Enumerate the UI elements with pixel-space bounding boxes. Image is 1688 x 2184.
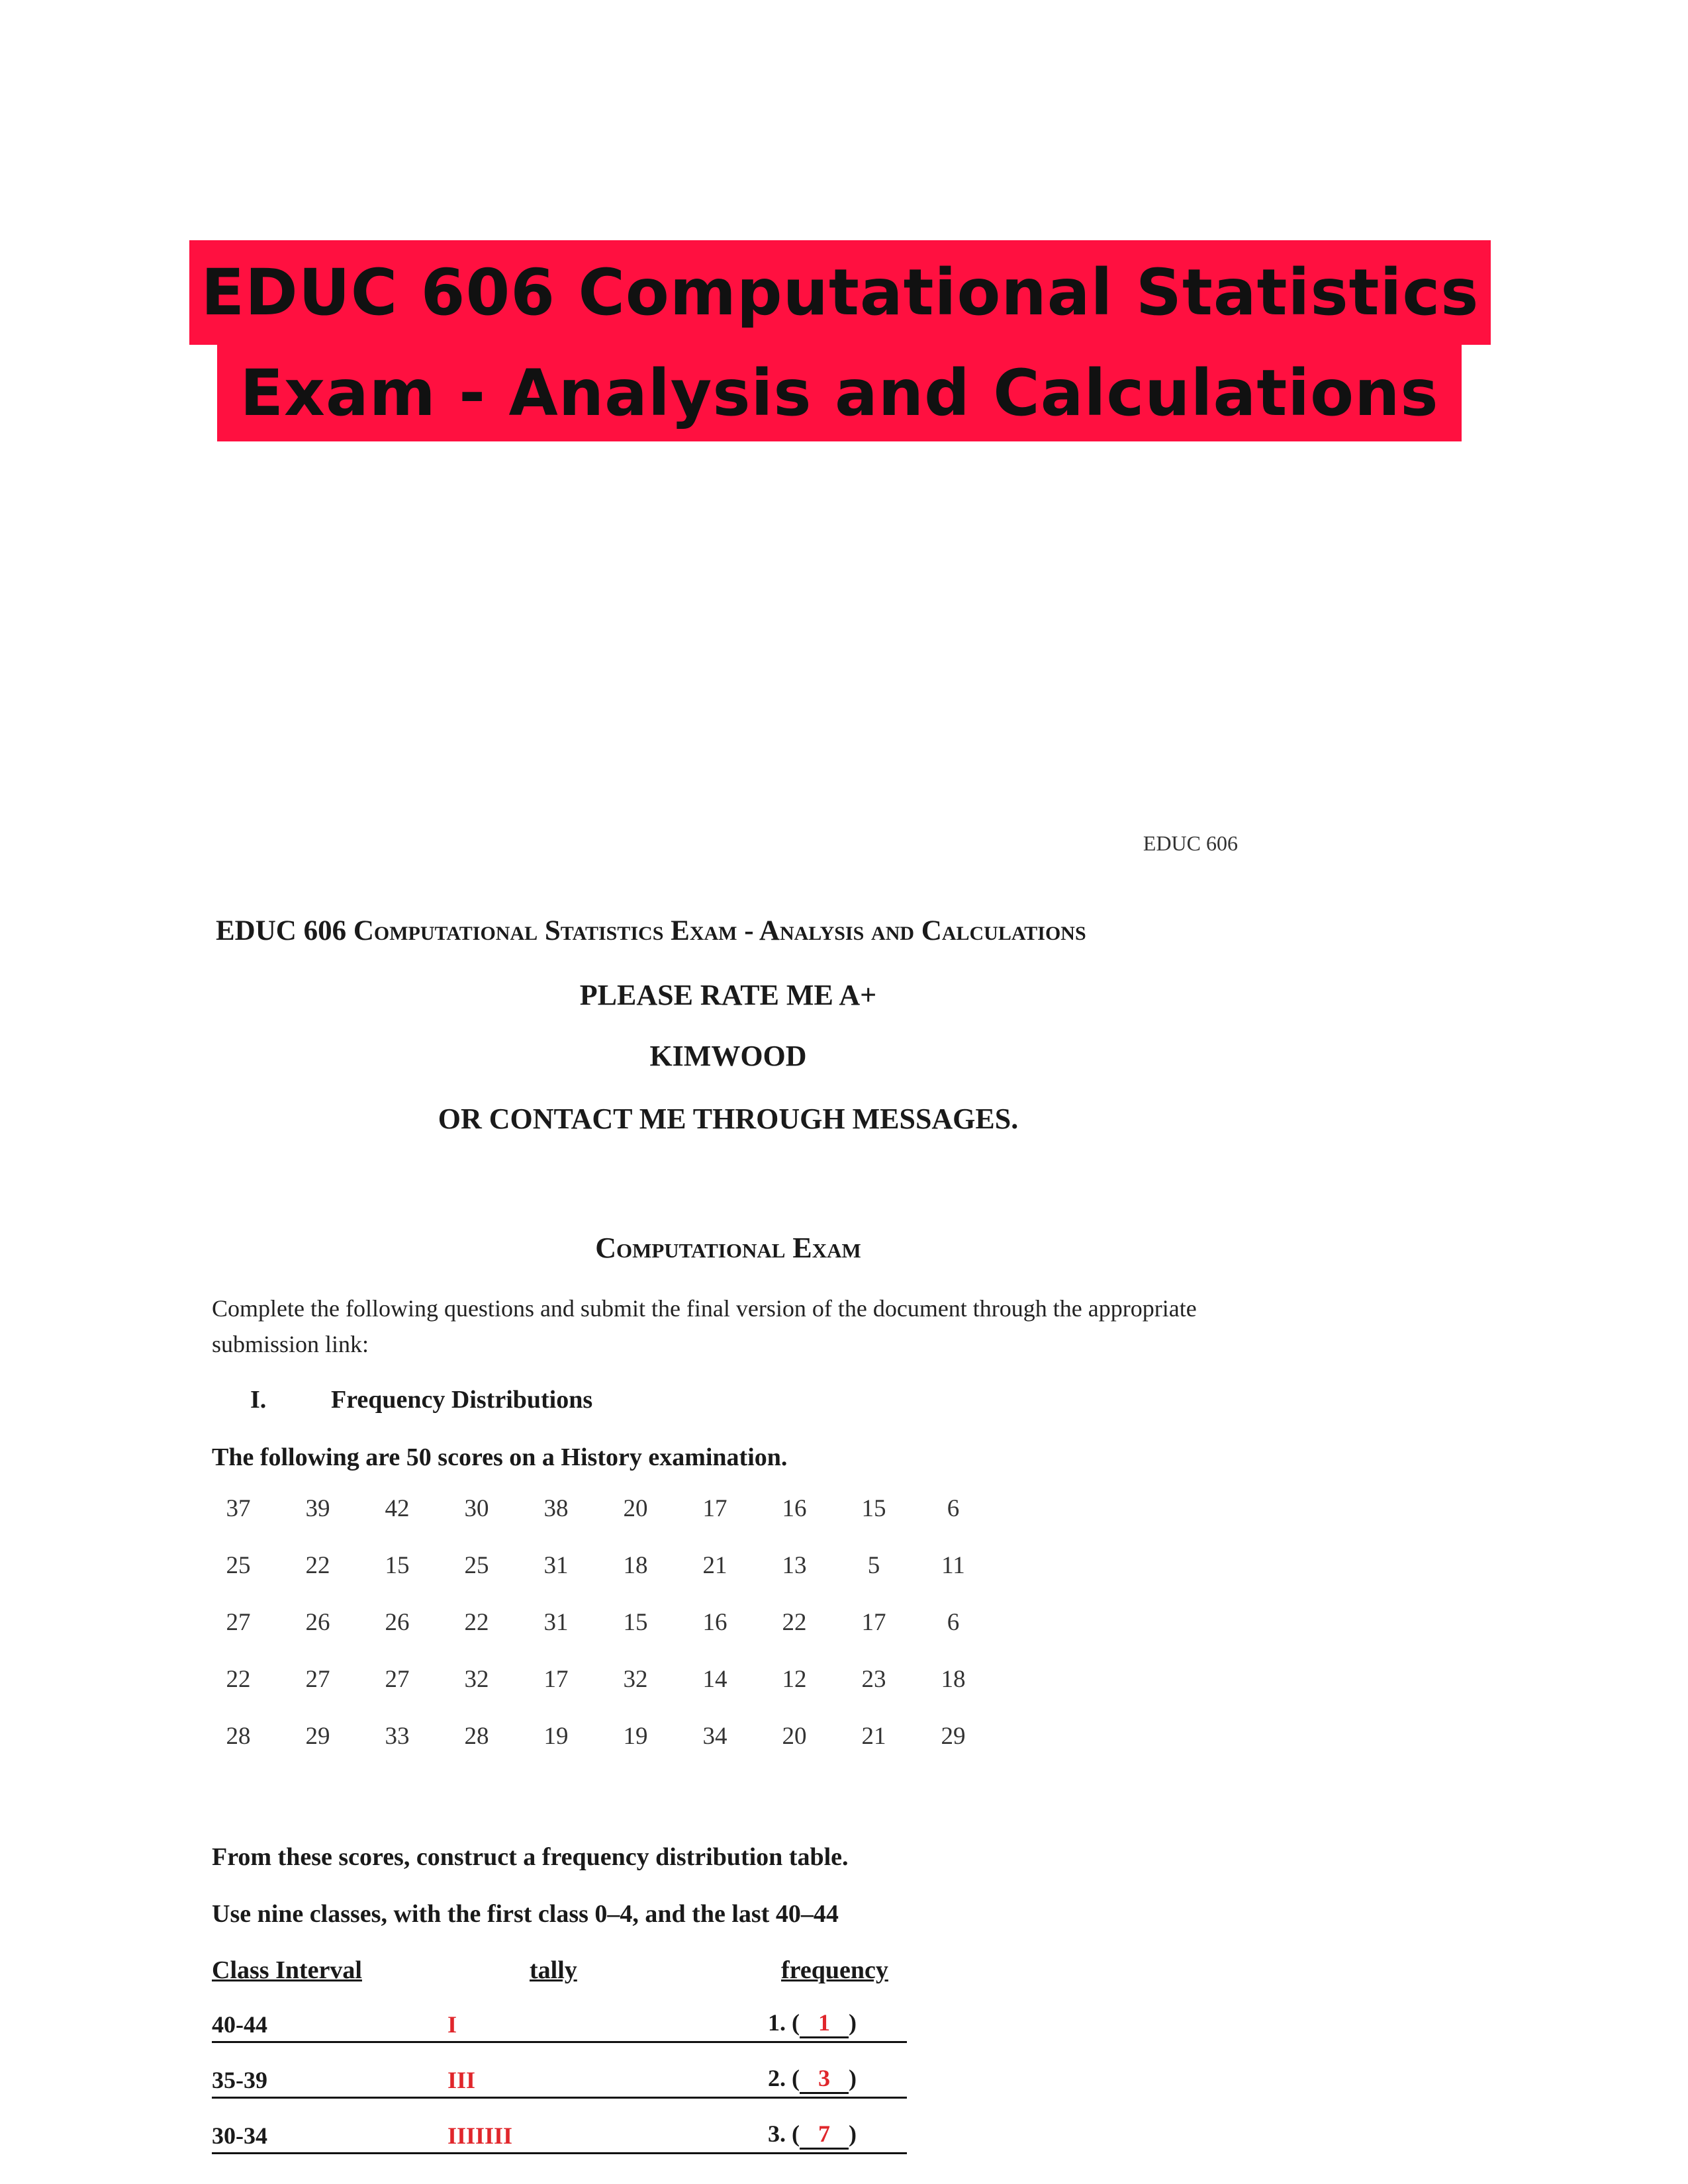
score-row <box>199 1608 993 1665</box>
score-cell: 28 <box>226 1723 251 1750</box>
score-cell: 13 <box>782 1552 807 1579</box>
score-row <box>199 1722 993 1779</box>
frequency-value: 7 <box>800 2120 849 2150</box>
frequency-answer <box>768 2009 857 2038</box>
header-frequency: frequency <box>781 1956 888 1984</box>
tally-marks: IIIIIII <box>447 2122 513 2149</box>
instructions-paragraph: Complete the following questions and submit the final version of the document through the appropriate submission link: <box>212 1295 1197 1357</box>
course-code-header: EDUC 606 <box>1143 831 1238 855</box>
frequency-value: 3 <box>800 2064 849 2094</box>
score-cell: 19 <box>623 1723 648 1750</box>
score-cell: 25 <box>226 1552 251 1579</box>
score-cell: 21 <box>702 1552 727 1579</box>
score-cell: 16 <box>702 1609 727 1636</box>
score-cell: 16 <box>782 1495 807 1522</box>
header-tally: tally <box>530 1956 577 1984</box>
score-cell: 28 <box>464 1723 489 1750</box>
score-cell: 27 <box>385 1666 410 1693</box>
score-cell: 14 <box>702 1666 727 1693</box>
class-interval: 30-34 <box>212 2122 267 2149</box>
score-cell: 19 <box>543 1723 569 1750</box>
score-cell: 34 <box>702 1723 727 1750</box>
score-cell: 32 <box>623 1666 648 1693</box>
score-cell: 18 <box>941 1666 966 1693</box>
score-grid <box>199 1494 993 1779</box>
score-cell: 26 <box>305 1609 330 1636</box>
score-cell: 31 <box>543 1552 569 1579</box>
answer-suffix: ) <box>849 2009 857 2036</box>
score-cell: 6 <box>947 1609 960 1636</box>
score-cell: 38 <box>543 1495 569 1522</box>
score-cell: 22 <box>226 1666 251 1693</box>
classes-instruction: Use nine classes, with the first class 0–4, and the last 40–44 <box>212 1900 839 1928</box>
frequency-row <box>212 2057 907 2099</box>
score-cell: 20 <box>623 1495 648 1522</box>
score-cell: 20 <box>782 1723 807 1750</box>
score-cell: 21 <box>861 1723 886 1750</box>
score-cell: 22 <box>305 1552 330 1579</box>
banner-title-line-1 <box>189 240 1491 345</box>
frequency-value: 1 <box>800 2009 849 2038</box>
banner-title-line-2 <box>217 345 1462 441</box>
score-cell: 17 <box>861 1609 886 1636</box>
score-cell: 18 <box>623 1552 648 1579</box>
score-cell: 37 <box>226 1495 251 1522</box>
score-cell: 33 <box>385 1723 410 1750</box>
frequency-answer <box>768 2064 857 2094</box>
answer-suffix: ) <box>849 2120 857 2147</box>
score-cell: 22 <box>782 1609 807 1636</box>
score-cell: 17 <box>702 1495 727 1522</box>
answer-prefix: 1. ( <box>768 2009 800 2036</box>
rate-line: PLEASE RATE ME A+ <box>579 979 877 1011</box>
score-cell: 32 <box>464 1666 489 1693</box>
score-cell: 15 <box>623 1609 648 1636</box>
header-class-interval: Class Interval <box>212 1956 362 1984</box>
score-cell: 15 <box>385 1552 410 1579</box>
score-row <box>199 1494 993 1551</box>
score-cell: 12 <box>782 1666 807 1693</box>
answer-prefix: 2. ( <box>768 2065 800 2091</box>
score-row <box>199 1665 993 1722</box>
construct-instruction: From these scores, construct a frequency distribution table. <box>212 1843 849 1871</box>
score-cell: 30 <box>464 1495 489 1522</box>
exam-heading: Computational Exam <box>595 1232 861 1264</box>
score-cell: 29 <box>305 1723 330 1750</box>
tally-marks: III <box>447 2067 476 2093</box>
class-interval: 40-44 <box>212 2011 267 2038</box>
score-cell: 39 <box>305 1495 330 1522</box>
score-cell: 26 <box>385 1609 410 1636</box>
score-cell: 6 <box>947 1495 960 1522</box>
banner-title-text-1: EDUC 606 Computational Statistics <box>201 255 1479 330</box>
contact-line: OR CONTACT ME THROUGH MESSAGES. <box>438 1103 1019 1135</box>
section-number: I. <box>250 1386 267 1414</box>
score-cell: 25 <box>464 1552 489 1579</box>
author-line: KIMWOOD <box>649 1040 807 1072</box>
answer-suffix: ) <box>849 2065 857 2091</box>
score-cell: 42 <box>385 1495 410 1522</box>
score-cell: 23 <box>861 1666 886 1693</box>
tally-marks: I <box>447 2011 457 2038</box>
answer-prefix: 3. ( <box>768 2120 800 2147</box>
score-row <box>199 1551 993 1608</box>
score-cell: 31 <box>543 1609 569 1636</box>
score-cell: 29 <box>941 1723 966 1750</box>
score-cell: 27 <box>226 1609 251 1636</box>
score-cell: 27 <box>305 1666 330 1693</box>
score-cell: 15 <box>861 1495 886 1522</box>
score-cell: 11 <box>941 1552 965 1579</box>
score-cell: 17 <box>543 1666 569 1693</box>
score-cell: 5 <box>867 1552 880 1579</box>
frequency-row <box>212 2113 907 2154</box>
score-cell: 22 <box>464 1609 489 1636</box>
scores-intro: The following are 50 scores on a History examination. <box>212 1443 788 1471</box>
section-title: Frequency Distributions <box>331 1386 593 1414</box>
document-title: EDUC 606 Computational Statistics Exam - Analysis and Calculations <box>216 915 1086 946</box>
frequency-row <box>212 2001 907 2043</box>
class-interval: 35-39 <box>212 2067 267 2093</box>
banner-title-text-2: Exam - Analysis and Calculations <box>240 356 1439 430</box>
frequency-answer <box>768 2120 857 2150</box>
